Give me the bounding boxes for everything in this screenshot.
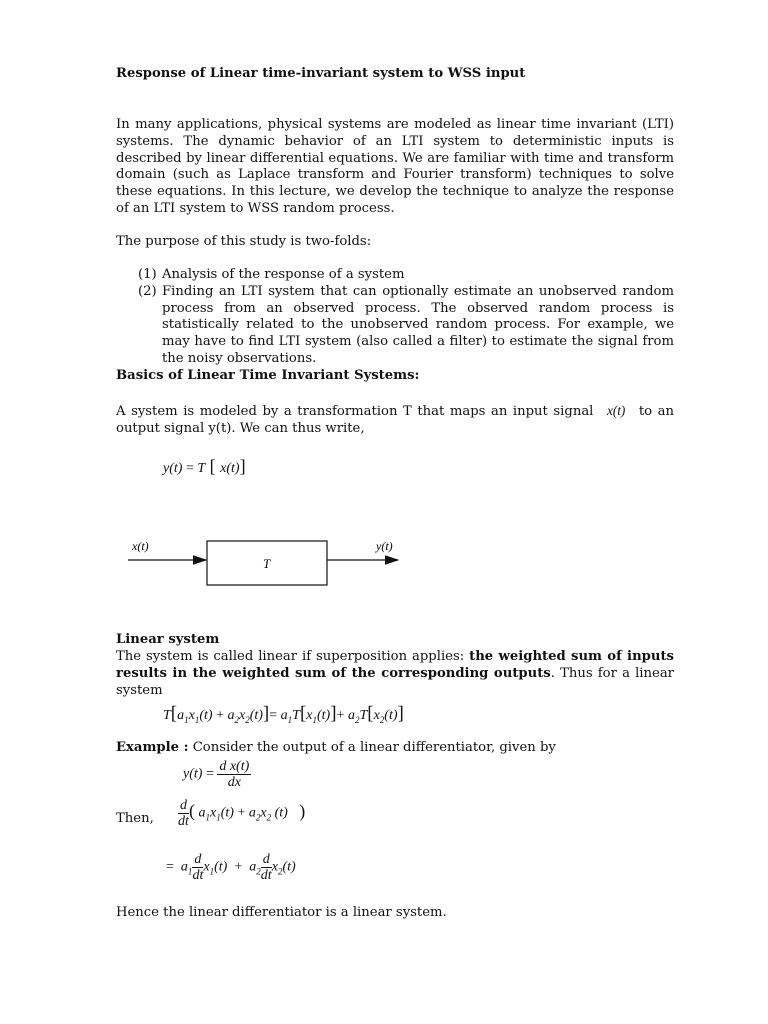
system-text-a: A system is modeled by a transformation T that maps an input signal <box>116 404 594 419</box>
list-item-number: (2) <box>138 283 157 299</box>
intro-paragraph: In many applications, physical systems are modeled as linear time invariant (LTI) systems. The dynamic behavior of an LTI system to deterministic inputs is described by linear differential equations. We are familiar with time and transform domain (such as Laplace transform and Fourier transform) techniques to solve these equations. In this lecture, we develop the technique to analyze the response of an LTI system to WSS random process. <box>116 117 674 216</box>
list-item <box>138 284 674 368</box>
equation-superposition: $T[a_1x_1(t) + a_2x_2(t)]= a_1T[x_1(t)]+ a_2T[x_2(t)]$ <box>163 703 404 725</box>
equation-system-map: y(t) = T [ x(t)] <box>163 456 246 476</box>
section-heading-linear: Linear system <box>116 632 220 647</box>
section-heading-basics: Basics of Linear Time Invariant Systems: <box>116 368 420 383</box>
diagram-block-label: T <box>263 556 271 571</box>
linear-text-bold: the weighted sum of inputs results in the weighted sum of the corresponding outputs <box>116 649 674 681</box>
example-label: Example : <box>116 740 189 755</box>
block-diagram <box>120 530 410 600</box>
linear-text-a: The system is called linear if superposition applies: <box>116 649 465 664</box>
then-label: Then, <box>116 811 154 826</box>
diagram-output-label: y(t) <box>376 539 393 553</box>
system-text-b: to an output signal y(t). We can thus write, <box>116 404 674 436</box>
system-paragraph <box>116 403 674 438</box>
linear-text-b: . Thus for a linear system <box>116 665 674 698</box>
list-item-text: Finding an LTI system that can optionally estimate an unobserved random process from an observed process. The observed random process is statistically related to the unobserved random process. For example, we may have to find LTI system (also called a filter) to estimate the signal from the noisy observations. <box>162 283 674 366</box>
example-text: Consider the output of a linear differentiator, given by <box>192 740 556 755</box>
purpose-paragraph: The purpose of this study is two-folds: <box>116 234 372 249</box>
conclusion-paragraph: Hence the linear differentiator is a linear system. <box>116 905 447 920</box>
purpose-list <box>138 267 674 368</box>
list-item-number: (1) <box>138 267 157 282</box>
example-paragraph <box>116 740 674 757</box>
equation-derivative-sum: $\frac{d}{dt}$ ( $a_1x_1(t) + a_2x_2$ (t) ) <box>178 798 306 829</box>
input-signal-symbol: x(t) <box>606 403 626 418</box>
diagram-input-label: x(t) <box>132 539 149 553</box>
equation-differentiator: y(t) = $\frac{\text{d x(t)}}{dx}$ <box>183 759 250 790</box>
list-item <box>138 267 674 284</box>
equation-derivative-result: = $a_1$ $\frac{d}{dt}$ $x_1(t) + a_2$ $\frac{d}{dt}$ $x_2(t)$ <box>166 852 296 883</box>
linear-paragraph <box>116 649 674 699</box>
list-item-text: Analysis of the response of a system <box>162 267 405 282</box>
page-title: Response of Linear time-invariant system to WSS input <box>116 66 526 81</box>
